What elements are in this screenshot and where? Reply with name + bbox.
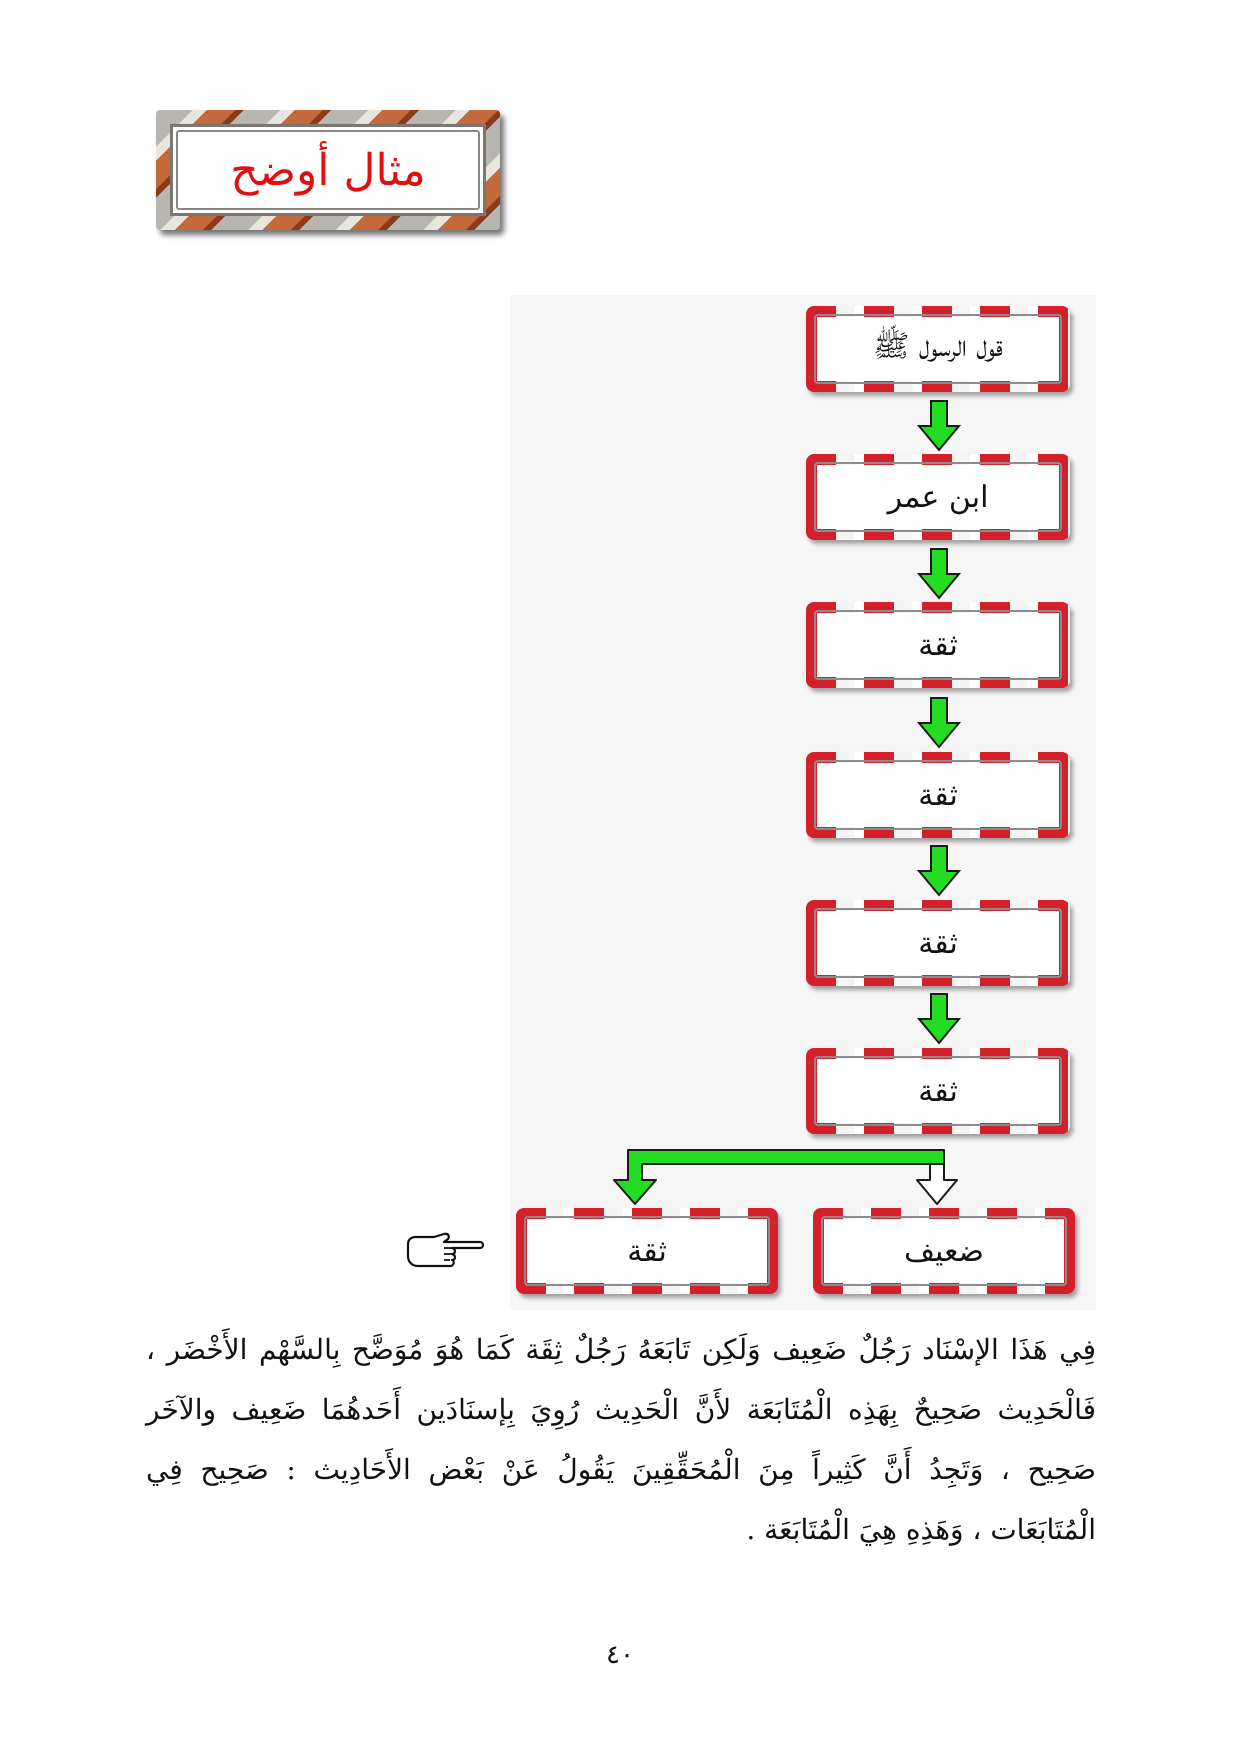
node-label: قول الرسول ﷺ (873, 328, 1003, 364)
isnad-node-weak (813, 1208, 1075, 1294)
branch-arrows (600, 1140, 980, 1206)
pointing-hand-icon (404, 1232, 486, 1270)
page-number: ٤٠ (606, 1640, 634, 1670)
node-label: ثقة (627, 1233, 667, 1269)
isnad-node-prophet (806, 306, 1070, 392)
node-label: ثقة (918, 777, 958, 813)
isnad-node-narrator-4 (806, 1048, 1070, 1134)
green-arrow-down-icon (917, 697, 961, 749)
node-label: ثقة (918, 925, 958, 961)
isnad-node-narrator-1 (806, 602, 1070, 688)
node-label: ضعيف (903, 1233, 985, 1269)
explanation-paragraph: فِي هَذَا الإسْنَاد رَجُلٌ ضَعِيف وَلَكِن تَابَعَهُ رَجُلٌ ثِقَة كَمَا هُوَ مُوَضَّح بِالسَّهْم الأَخْضَر ، فَالْحَدِيث صَحِيحٌ بِهَذِه الْمُتَابَعَة لأَنَّ الْحَدِيث رُوِيَ بِإسنَادَين أَحَدهُمَا ضَعِيف والآخَر صَحِيح ، وَتَجِدُ أَنَّ كَثِيراً مِنَ الْمُحَقِّقِينَ يَقُولُ عَنْ بَعْض الأَحَادِيث : صَحِيح فِي الْمُتَابَعَات ، وَهَذِهِ هِيَ الْمُتَابَعَة . (146, 1333, 1096, 1546)
title-plaque (156, 110, 500, 230)
isnad-node-narrator-2 (806, 752, 1070, 838)
green-arrow-to-trusted-icon (614, 1150, 944, 1204)
isnad-node-trusted-follower (516, 1208, 778, 1294)
section-title: مثال أوضح (230, 144, 426, 196)
isnad-node-narrator-3 (806, 900, 1070, 986)
green-arrow-down-icon (917, 400, 961, 452)
node-label: ثقة (918, 1073, 958, 1109)
isnad-node-ibn-umar (806, 454, 1070, 540)
white-arrow-to-weak-icon (917, 1164, 957, 1204)
green-arrow-down-icon (917, 845, 961, 897)
green-arrow-down-icon (917, 993, 961, 1045)
node-label: ابن عمر (887, 479, 989, 515)
node-label: ثقة (918, 627, 958, 663)
title-plaque-frame (176, 130, 480, 210)
green-arrow-down-icon (917, 548, 961, 600)
